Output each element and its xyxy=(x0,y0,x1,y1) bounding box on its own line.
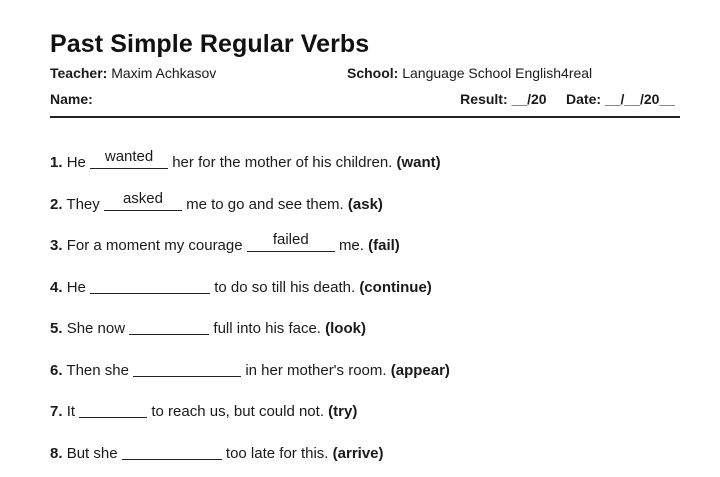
question-2 xyxy=(50,190,383,213)
base-verb: (try) xyxy=(328,403,358,420)
name-result-date-row xyxy=(50,91,680,113)
answer-blank[interactable] xyxy=(104,190,182,211)
teacher-label: Teacher: xyxy=(50,65,108,81)
base-verb: (appear) xyxy=(390,362,450,379)
question-number: 2. xyxy=(50,196,63,213)
answer-blank[interactable] xyxy=(122,443,222,460)
base-verb: (fail) xyxy=(368,237,400,254)
question-number: 7. xyxy=(50,403,63,420)
question-6 xyxy=(50,360,450,379)
worksheet xyxy=(50,30,680,118)
date-label: Date: xyxy=(566,91,602,107)
result-value: __/20 xyxy=(511,91,547,107)
question-text-after: me. xyxy=(338,237,364,254)
question-text-before: She now xyxy=(66,320,126,337)
question-number: 1. xyxy=(50,154,63,171)
question-number: 3. xyxy=(50,237,63,254)
header-divider xyxy=(50,116,680,118)
question-text-before: For a moment my courage xyxy=(66,237,243,254)
question-text-before: But she xyxy=(66,445,118,462)
question-text-before: He xyxy=(66,279,86,296)
question-text-after: to do so till his death. xyxy=(214,279,356,296)
teacher-name: Maxim Achkasov xyxy=(111,65,217,81)
answer-text: asked xyxy=(122,190,163,207)
result-date-info xyxy=(460,91,675,107)
question-text-before: He xyxy=(66,154,86,171)
base-verb: (ask) xyxy=(347,196,383,213)
teacher-info xyxy=(50,65,216,81)
answer-blank[interactable] xyxy=(133,360,241,377)
question-text-before: It xyxy=(66,403,76,420)
worksheet-title: Past Simple Regular Verbs xyxy=(50,30,370,58)
answer-blank[interactable] xyxy=(247,231,335,252)
question-number: 4. xyxy=(50,279,63,296)
question-1 xyxy=(50,148,441,171)
question-8 xyxy=(50,443,384,462)
question-4 xyxy=(50,277,432,296)
base-verb: (look) xyxy=(325,320,366,337)
question-text-after: her for the mother of his children. xyxy=(172,154,393,171)
question-text-after: me to go and see them. xyxy=(186,196,344,213)
question-text-after: full into his face. xyxy=(213,320,321,337)
question-text-after: to reach us, but could not. xyxy=(151,403,324,420)
question-text-after: too late for this. xyxy=(225,445,329,462)
school-name: Language School English4real xyxy=(402,65,593,81)
answer-blank[interactable] xyxy=(90,148,168,169)
result-label: Result: xyxy=(460,91,508,107)
date-value: __/__/20__ xyxy=(604,91,675,107)
question-text-before: They xyxy=(66,196,100,213)
name-label: Name: xyxy=(50,91,93,107)
answer-text: wanted xyxy=(104,148,154,165)
answer-blank[interactable] xyxy=(90,277,210,294)
answer-blank[interactable] xyxy=(129,318,209,335)
school-label: School: xyxy=(347,65,399,81)
answer-blank[interactable] xyxy=(79,401,147,418)
school-info xyxy=(347,65,592,81)
question-number: 6. xyxy=(50,362,63,379)
question-7 xyxy=(50,401,357,420)
question-3 xyxy=(50,231,400,254)
answer-text: failed xyxy=(272,231,309,248)
question-number: 8. xyxy=(50,445,63,462)
question-text-after: in her mother's room. xyxy=(245,362,387,379)
base-verb: (continue) xyxy=(359,279,432,296)
question-5 xyxy=(50,318,366,337)
question-text-before: Then she xyxy=(66,362,129,379)
teacher-school-row xyxy=(50,65,680,87)
base-verb: (want) xyxy=(396,154,441,171)
base-verb: (arrive) xyxy=(332,445,384,462)
question-number: 5. xyxy=(50,320,63,337)
